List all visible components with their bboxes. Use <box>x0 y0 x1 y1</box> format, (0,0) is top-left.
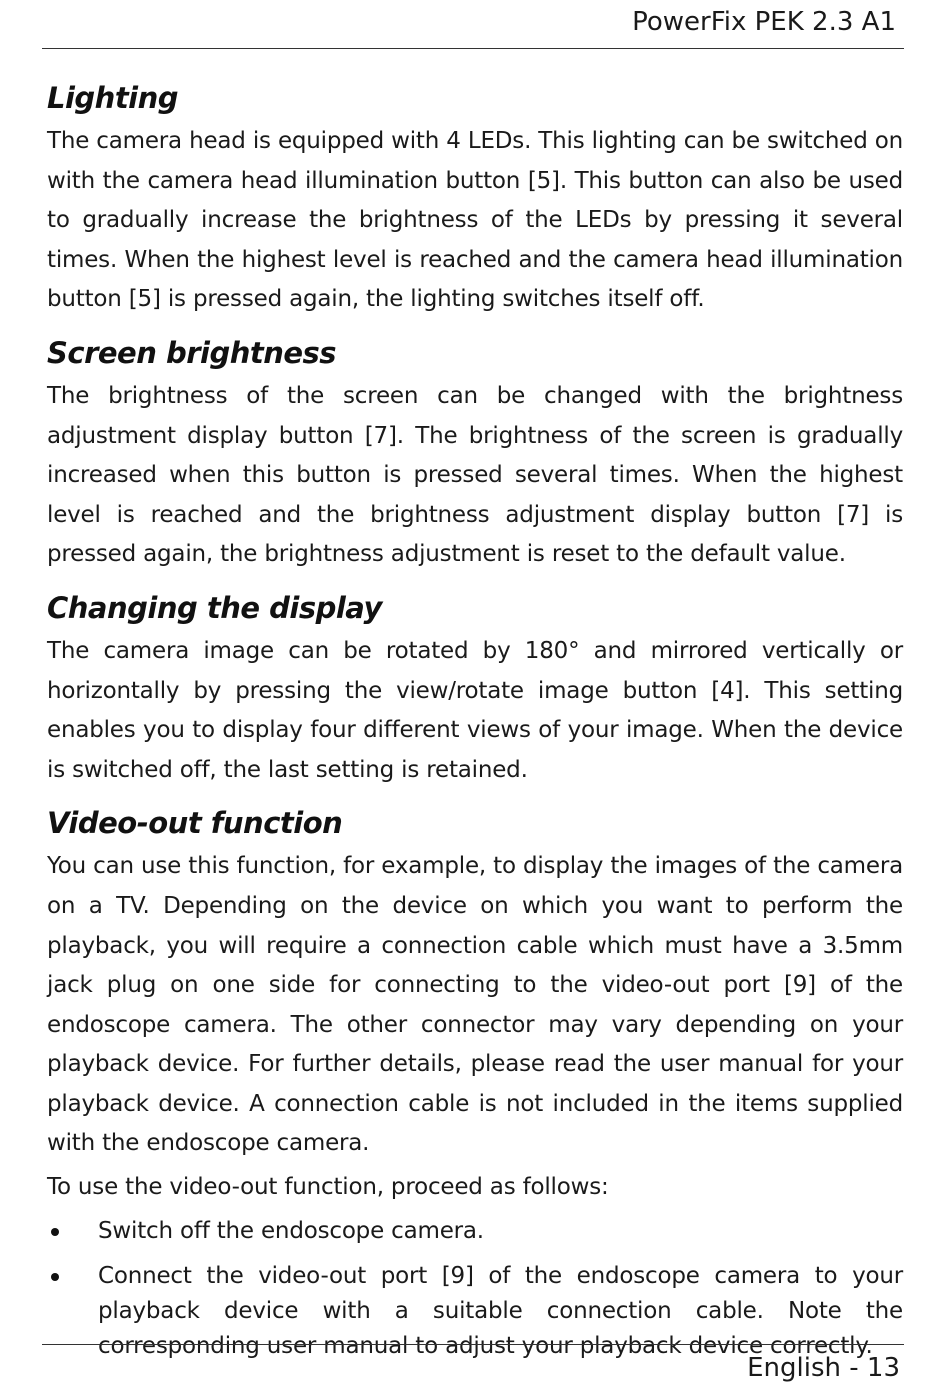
header-rule <box>42 48 904 49</box>
running-header: PowerFix PEK 2.3 A1 <box>632 7 896 37</box>
page-body <box>47 74 903 1374</box>
section-heading: Changing the display <box>47 590 382 625</box>
procedure-steps <box>47 1214 903 1364</box>
section-heading: Video-out function <box>47 806 343 841</box>
page-number: English - 13 <box>747 1353 900 1383</box>
procedure-intro: To use the video-out function, proceed as follows: <box>47 1174 609 1201</box>
step-text: Connect the video-out port [9] of the endoscope camera to your playback device with a suitable connection cable. Note the corresponding user manual to adjust your playback device correctly. <box>98 1262 903 1359</box>
section-paragraph: You can use this function, for example, to display the images of the camera on a TV. Depending on the device on which you want to perform the playback, you will require a connection cable which must have a 3.5mm jack plug on one side for connecting to the video-out port [9] of the endoscope camera. The other connector may vary depending on your playback device. For further details, please read the user manual for your playback device. A connection cable is not included in the items supplied with the endoscope camera. <box>47 853 903 1157</box>
step-text: Switch off the endoscope camera. <box>98 1217 484 1244</box>
bullet-icon <box>51 1273 59 1281</box>
bullet-icon <box>51 1228 59 1236</box>
section-paragraph: The camera head is equipped with 4 LEDs. This lighting can be switched on with the camera head illumination button [5]. This button can also be used to gradually increase the brightness of the LEDs by pressing it several times. When the highest level is reached and the camera head illumination button [5] is pressed again, the lighting switches itself off. <box>47 128 903 313</box>
footer-rule <box>42 1344 904 1345</box>
section-lighting <box>47 74 903 320</box>
section-heading: Lighting <box>47 81 179 115</box>
list-item <box>47 1259 903 1364</box>
list-item <box>47 1214 903 1249</box>
section-paragraph: The camera image can be rotated by 180° and mirrored vertically or horizontally by pressing the view/rotate image button [4]. This setting enables you to display four different views of your image. When the device is switched off, the last setting is retained. <box>47 637 903 783</box>
section-screen-brightness <box>47 329 903 575</box>
section-paragraph: The brightness of the screen can be changed with the brightness adjustment display button [7]. The brightness of the screen is gradually increased when this button is pressed several times. When the highest level is reached and the brightness adjustment display button [7] is pressed again, the brightness adjustment is reset to the default value. <box>47 382 903 568</box>
section-changing-display <box>47 584 903 790</box>
section-heading: Screen brightness <box>47 335 337 370</box>
section-video-out <box>47 799 903 1363</box>
